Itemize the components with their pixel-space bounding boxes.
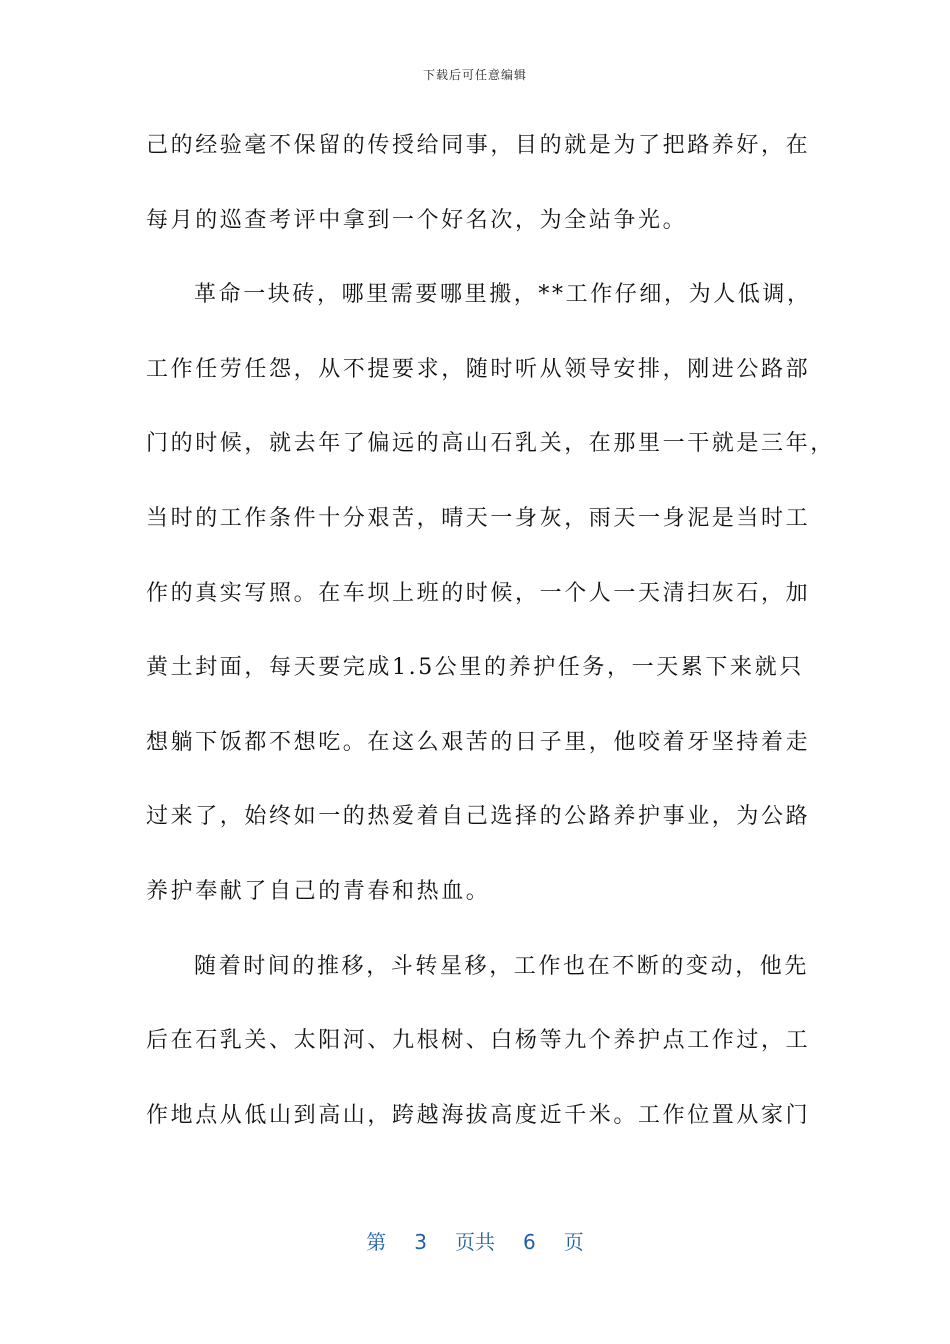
page-header: 下载后可任意编辑 bbox=[422, 68, 527, 82]
text-line: 黄土封面，每天要完成1.5公里的养护任务，一天累下来就只 bbox=[146, 655, 804, 681]
paragraph-start-line: 随着时间的推移，斗转星移，工作也在不断的变动，他先 bbox=[194, 953, 810, 979]
text-line: 每月的巡查考评中拿到一个好名次，为全站争光。 bbox=[146, 207, 688, 233]
text-line: 后在石乳关、太阳河、九根树、白杨等九个养护点工作过，工 bbox=[146, 1028, 811, 1054]
page-footer bbox=[0, 1226, 950, 1255]
text-line: 养护奉献了自己的青春和热血。 bbox=[146, 878, 491, 904]
text-line: 想躺下饭都不想吃。在这么艰苦的日子里，他咬着牙坚持着走 bbox=[146, 729, 811, 755]
text-line: 门的时候，就去年了偏远的高山石乳关，在那里一干就是三年， bbox=[146, 431, 835, 457]
document-body bbox=[146, 118, 835, 1162]
total-pages-number: 6 bbox=[523, 1230, 536, 1254]
text-line: 作地点从低山到高山，跨越海拔高度近千米。工作位置从家门 bbox=[146, 1102, 811, 1128]
page-prefix: 第 bbox=[366, 1230, 387, 1254]
page-middle: 页共 bbox=[455, 1230, 495, 1254]
current-page-number: 3 bbox=[414, 1230, 427, 1254]
text-line: 己的经验毫不保留的传授给同事，目的就是为了把路养好，在 bbox=[146, 133, 811, 158]
page-suffix: 页 bbox=[563, 1230, 584, 1254]
paragraph-start-line: 革命一块砖，哪里需要哪里搬，**工作仔细，为人低调， bbox=[194, 282, 812, 308]
text-line: 作的真实写照。在车坝上班的时候，一个人一天清扫灰石，加 bbox=[146, 580, 811, 606]
text-line: 工作任劳任怨，从不提要求，随时听从领导安排，刚进公路部 bbox=[146, 356, 811, 382]
text-line: 过来了，始终如一的热爱着自己选择的公路养护事业，为公路 bbox=[146, 804, 811, 830]
text-line: 当时的工作条件十分艰苦，晴天一身灰，雨天一身泥是当时工 bbox=[146, 505, 811, 531]
